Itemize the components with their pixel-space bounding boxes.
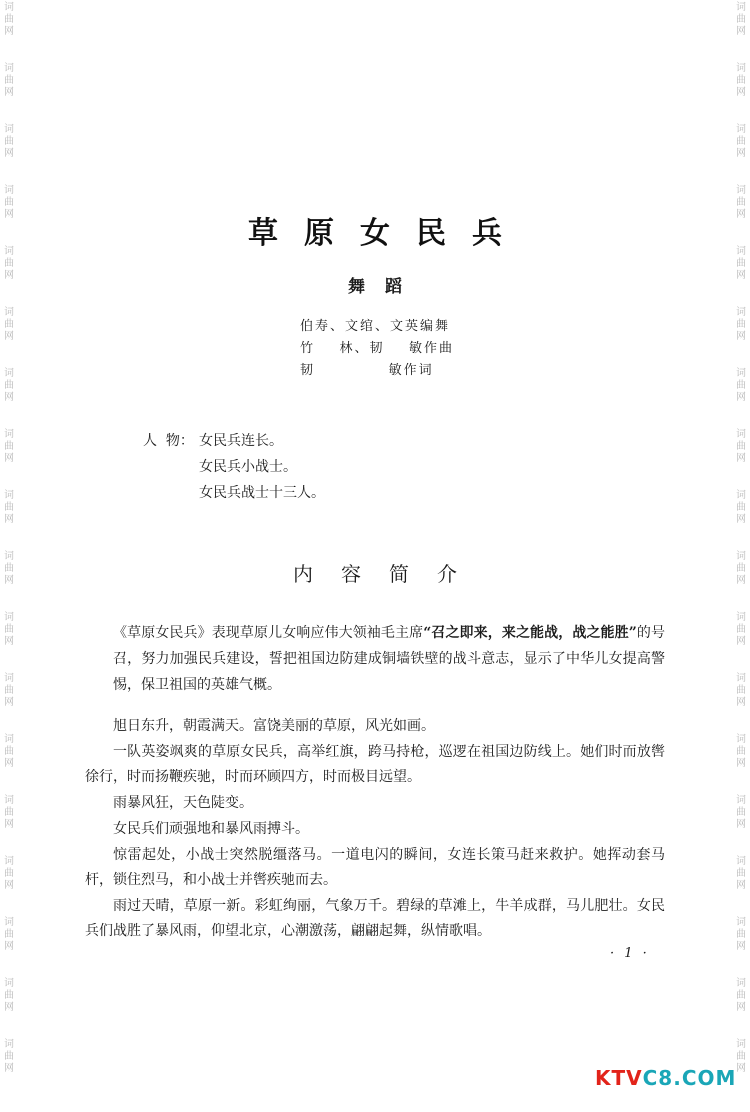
watermark-text: 词曲网 (4, 795, 14, 830)
watermark-text: 词曲网 (736, 917, 746, 952)
intro-paragraph (113, 620, 665, 698)
watermark-text: 词曲网 (736, 429, 746, 464)
character-row (143, 480, 325, 506)
credits-block (300, 316, 454, 382)
watermark-text: 词曲网 (736, 2, 746, 37)
watermark-text: 词曲网 (736, 734, 746, 769)
watermark-text: 词曲网 (736, 1039, 746, 1074)
watermark-text: 词曲网 (736, 978, 746, 1013)
watermark-text: 词曲网 (4, 246, 14, 281)
story-paragraph: 旭日东升，朝霞满天。富饶美丽的草原，风光如画。 (113, 718, 435, 734)
character-item: 女民兵小战士。 (199, 459, 297, 475)
character-row (143, 428, 325, 454)
watermark-text: 词曲网 (4, 917, 14, 952)
watermark-text: 词曲网 (4, 2, 14, 37)
watermark-text: 词曲网 (736, 612, 746, 647)
section-title: 内容简介 (293, 562, 485, 586)
story-paragraph: 雨暴风狂，天色陡变。 (113, 795, 253, 811)
intro-quote: “召之即来，来之能战，战之能胜” (423, 625, 637, 641)
watermark-text: 词曲网 (4, 307, 14, 342)
watermark-text: 词曲网 (736, 673, 746, 708)
watermark-text: 词曲网 (736, 795, 746, 830)
story-paragraph: 一队英姿飒爽的草原女民兵，高举红旗，跨马持枪，巡逻在祖国边防线上。她们时而放辔徐行，时而扬鞭疾驰，时而环顾四方，时而极目远望。 (85, 744, 665, 785)
watermark-text: 词曲网 (4, 429, 14, 464)
page-number: · 1 · (610, 946, 650, 961)
watermark-text: 词曲网 (4, 63, 14, 98)
watermark-text: 词曲网 (4, 124, 14, 159)
watermark-text: 词曲网 (4, 612, 14, 647)
watermark-text: 词曲网 (4, 551, 14, 586)
logo-text-red: KTV (595, 1066, 643, 1090)
watermark-text: 词曲网 (736, 124, 746, 159)
intro-text-2: 的号召，努力加强民兵建设，誓把祖国边防建成铜墙铁壁的战斗意志，显示了中华儿女提高警惕，保卫祖国的英雄气概。 (113, 625, 666, 693)
watermark-text: 词曲网 (4, 490, 14, 525)
watermark-text: 词曲网 (4, 856, 14, 891)
watermark-text: 词曲网 (736, 490, 746, 525)
story-paragraph: 女民兵们顽强地和暴风雨搏斗。 (113, 821, 309, 837)
right-watermark-column (733, 0, 749, 1112)
character-item: 女民兵连长。 (199, 433, 283, 449)
watermark-text: 词曲网 (736, 551, 746, 586)
watermark-text: 词曲网 (4, 734, 14, 769)
watermark-text: 词曲网 (736, 307, 746, 342)
credit-line-choreography: 伯寿、文绾、文英编舞 (300, 319, 451, 334)
logo-text-teal: C8.COM (642, 1066, 737, 1090)
watermark-text: 词曲网 (736, 63, 746, 98)
left-watermark-column (1, 0, 17, 1112)
watermark-text: 词曲网 (4, 978, 14, 1013)
watermark-text: 词曲网 (736, 246, 746, 281)
watermark-text: 词曲网 (736, 856, 746, 891)
watermark-text: 词曲网 (4, 673, 14, 708)
watermark-text: 词曲网 (736, 368, 746, 403)
characters-label: 人 物： (143, 433, 194, 449)
credit-line-composition: 竹 林、韧 敏作曲 (300, 341, 455, 356)
watermark-text: 词曲网 (736, 185, 746, 220)
characters-list (143, 428, 325, 506)
watermark-text: 词曲网 (4, 185, 14, 220)
watermark-text: 词曲网 (4, 1039, 14, 1074)
character-row (143, 454, 325, 480)
page-subtitle: 舞蹈 (348, 277, 422, 297)
intro-text-1: 《草原女民兵》表现草原儿女响应伟大领袖毛主席 (113, 625, 424, 641)
story-body (85, 714, 665, 945)
story-paragraph: 雨过天晴，草原一新。彩虹绚丽，气象万千。碧绿的草滩上，牛羊成群，马儿肥壮。女民兵们战胜了暴风雨，仰望北京，心潮激荡，翩翩起舞，纵情歌唱。 (85, 898, 665, 939)
story-paragraph: 惊雷起处，小战士突然脱缰落马。一道电闪的瞬间，女连长策马赶来救护。她挥动套马杆，锁住烈马，和小战士并辔疾驰而去。 (85, 847, 665, 888)
site-logo (595, 1066, 736, 1090)
page-title: 草原女民兵 (248, 216, 528, 251)
character-item: 女民兵战士十三人。 (199, 485, 325, 501)
credit-line-lyrics: 韧 敏作词 (300, 363, 434, 378)
watermark-text: 词曲网 (4, 368, 14, 403)
